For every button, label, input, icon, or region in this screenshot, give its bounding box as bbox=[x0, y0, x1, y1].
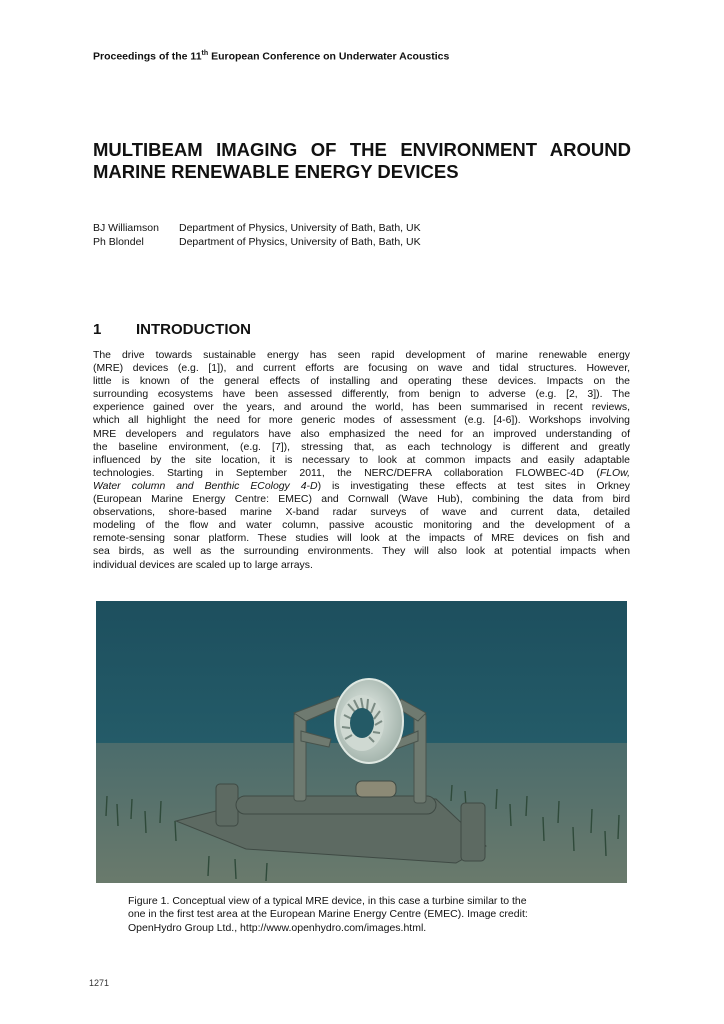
body-line: experience gained over the years, and around the world, has been summarised in recent reviews, bbox=[93, 402, 630, 414]
author-affiliation: Department of Physics, University of Bath, Bath, UK bbox=[179, 222, 421, 234]
body-line: influenced by the site location, it is necessary to look at common impacts and easily adaptable bbox=[93, 454, 630, 466]
caption-line: one in the first test area at the European Marine Energy Centre (EMEC). Image credit: bbox=[128, 908, 528, 921]
body-line: (MRE) devices (e.g. [1]), and current efforts are focusing on wave and tidal structures. However, bbox=[93, 363, 630, 375]
underwater-turbine-illustration bbox=[96, 601, 627, 883]
body-text-run: ) is investigating these effects at test sites in Orkney bbox=[317, 480, 631, 492]
body-line: remote-sensing sonar platform. These studies will look at the impacts of MRE devices on fish and bbox=[93, 533, 630, 545]
body-line: modeling of the flow and water column, passive acoustic monitoring and the development of a bbox=[93, 520, 630, 532]
italic-acronym-flow: FLOw, bbox=[599, 467, 630, 479]
section-heading bbox=[93, 321, 251, 338]
author-row bbox=[93, 236, 421, 250]
section-title: INTRODUCTION bbox=[136, 321, 251, 338]
body-line: which all highlight the need for more generic modes of assessment (e.g. [4-6]). Workshops involving bbox=[93, 415, 630, 427]
body-line: the baseline environment, (e.g. [7]), stressing that, as each technology is different and greatly bbox=[93, 441, 630, 453]
proceedings-header bbox=[93, 50, 449, 63]
body-line bbox=[93, 467, 630, 480]
paper-title bbox=[93, 139, 631, 183]
body-line: The drive towards sustainable energy has seen rapid development of marine renewable energy bbox=[93, 350, 630, 361]
body-line bbox=[93, 480, 630, 493]
author-name: BJ Williamson bbox=[93, 222, 159, 234]
body-text-run: technologies. Starting in September 2011, the NERC/DEFRA collaboration FLOWBEC-4D ( bbox=[93, 467, 600, 479]
italic-acronym-expansion: Water column and Benthic ECology 4-D bbox=[93, 480, 318, 492]
introduction-paragraph bbox=[93, 349, 630, 572]
caption-line: Figure 1. Conceptual view of a typical MRE device, in this case a turbine similar to the bbox=[128, 895, 527, 907]
author-name: Ph Blondel bbox=[93, 235, 144, 248]
header-superscript: th bbox=[201, 50, 209, 57]
caption-line: OpenHydro Group Ltd., http://www.openhydro.com/images.html. bbox=[128, 921, 427, 934]
turbine-rotor bbox=[335, 679, 403, 763]
body-line: sea birds, as well as the surrounding environments. They will also look at potential impacts when bbox=[93, 546, 630, 558]
figure-caption bbox=[128, 895, 598, 935]
page-number: 1271 bbox=[89, 978, 110, 988]
figure-1-turbine-render bbox=[96, 601, 627, 883]
header-prefix: Proceedings of the 11 bbox=[93, 50, 202, 63]
body-line: individual devices are scaled up to large arrays. bbox=[93, 559, 313, 571]
body-line: surrounding ecosystems have been assessed differently, from benign to adverse (e.g. [2, 3]). The bbox=[93, 389, 630, 401]
header-suffix: European Conference on Underwater Acoustics bbox=[208, 50, 450, 63]
body-line: (European Marine Energy Centre: EMEC) and Cornwall (Wave Hub), combining the data from bird bbox=[93, 494, 630, 506]
author-row bbox=[93, 222, 421, 236]
body-line: little is known of the general effects of installing and operating these devices. Impacts on the bbox=[93, 376, 630, 388]
body-line: MRE developers and regulators have also emphasized the need for an improved understanding of bbox=[93, 428, 630, 440]
section-number: 1 bbox=[93, 321, 102, 338]
title-line-2: MARINE RENEWABLE ENERGY DEVICES bbox=[93, 161, 459, 182]
title-line-1: MULTIBEAM IMAGING OF THE ENVIRONMENT AROUND bbox=[93, 139, 631, 160]
author-affiliation: Department of Physics, University of Bath, Bath, UK bbox=[179, 235, 421, 248]
body-line: observations, shore-based marine X-band radar surveys of wave and current data, detailed bbox=[93, 507, 630, 519]
author-list bbox=[93, 222, 421, 249]
